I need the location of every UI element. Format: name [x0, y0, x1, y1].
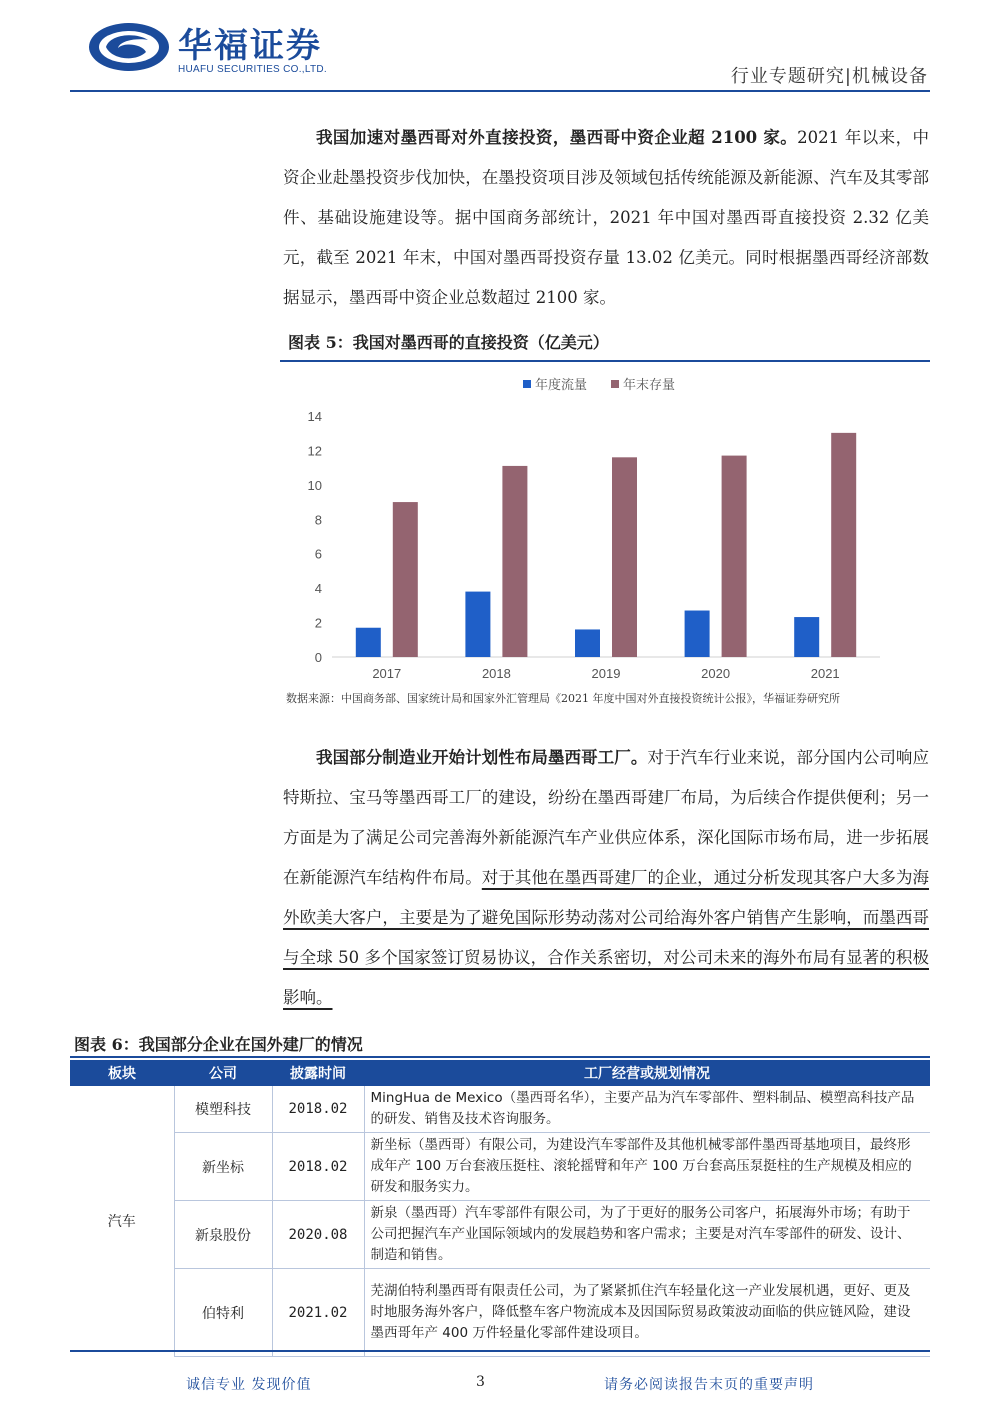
paragraph-lead: 我国加速对墨西哥对外直接投资，墨西哥中资企业超 2100 家。: [316, 128, 798, 147]
table-row: [70, 1201, 930, 1269]
y-tick-label: 12: [307, 443, 322, 459]
table-bottom-divider: [70, 1350, 930, 1352]
company-cell: 伯特利: [174, 1269, 272, 1357]
paragraph-factories: [283, 738, 929, 1018]
y-tick-label: 14: [307, 409, 322, 424]
figure-6-title: 图表 6：我国部分企业在国外建厂的情况: [74, 1035, 363, 1054]
x-tick-label: 2017: [372, 666, 402, 681]
legend-label: 年末存量: [623, 378, 676, 393]
bar-stock: [831, 433, 856, 657]
description-cell: 新坐标（墨西哥）有限公司，为建设汽车零部件及其他机械零部件墨西哥基地项目，最终形成年产 100 万台套液压挺柱、滚轮摇臂和年产 100 万台套高压泵挺柱的生产规模及相应的研发和服务实力。: [364, 1133, 930, 1201]
x-tick-label: 2021: [810, 666, 840, 681]
table-row: [70, 1133, 930, 1201]
logo-english-name: HUAFU SECURITIES CO.,LTD.: [178, 64, 327, 75]
footer-disclaimer: 请务必阅读报告末页的重要声明: [604, 1377, 814, 1393]
table-row: [70, 1086, 930, 1133]
page-number: 3: [476, 1374, 485, 1390]
y-tick-label: 4: [314, 581, 322, 597]
bar-stock: [722, 456, 747, 657]
x-tick-label: 2019: [591, 666, 621, 681]
bar-flow: [575, 629, 600, 657]
table-row: [70, 1269, 930, 1357]
paragraph-underlined: 对于其他在墨西哥建厂的企业，通过分析发现其客户大多为海外欧美大客户，主要是为了避免国际形势动荡对公司给海外客户销售产生影响，而墨西哥与全球 50 多个国家签订贸易协议，合作关系密切，对公司未来的海外布局有显著的积极影响。: [283, 868, 930, 1007]
description-cell: MingHua de Mexico（墨西哥名华），主要产品为汽车零部件、塑料制品、模塑高科技产品的研发、销售及技术咨询服务。: [364, 1086, 930, 1133]
header-divider: [70, 90, 930, 92]
y-tick-label: 2: [314, 615, 322, 631]
factories-table: [70, 1060, 930, 1357]
header-date: 披露时间: [272, 1060, 364, 1086]
bar-flow: [685, 611, 710, 657]
y-tick-label: 8: [314, 512, 322, 528]
legend-swatch: [523, 380, 531, 388]
bar-flow: [465, 592, 490, 657]
footer-slogan: 诚信专业 发现价值: [186, 1377, 312, 1393]
legend-swatch: [611, 380, 619, 388]
header-sector: 板块: [70, 1060, 174, 1086]
y-tick-label: 6: [314, 546, 322, 562]
x-tick-label: 2018: [481, 666, 511, 681]
date-cell: 2018.02: [272, 1133, 364, 1201]
paragraph-lead: 我国部分制造业开始计划性布局墨西哥工厂。: [316, 748, 648, 767]
figure-5-divider: [280, 360, 930, 362]
investment-bar-chart: [280, 366, 930, 686]
bar-flow: [794, 617, 819, 657]
header-description: 工厂经营或规划情况: [364, 1060, 930, 1086]
header-company: 公司: [174, 1060, 272, 1086]
paragraph-investment: [283, 118, 929, 318]
description-cell: 芜湖伯特利墨西哥有限责任公司，为了紧紧抓住汽车轻量化这一产业发展机遇，更好、更及时地服务海外客户，降低整车客户物流成本及因国际贸易政策波动面临的供应链风险，建设墨西哥年产 400 万件轻量化零部件建设项目。: [364, 1269, 930, 1357]
x-tick-label: 2020: [701, 666, 731, 681]
legend-label: 年度流量: [535, 378, 588, 393]
figure-5-title: 图表 5：我国对墨西哥的直接投资（亿美元）: [288, 333, 609, 352]
date-cell: 2021.02: [272, 1269, 364, 1357]
y-tick-label: 10: [307, 477, 322, 493]
bar-stock: [502, 466, 527, 657]
table-header-row: [70, 1060, 930, 1086]
logo-chinese-name: 华福证券: [178, 26, 322, 66]
y-tick-label: 0: [314, 650, 322, 665]
report-section-label: 行业专题研究|机械设备: [730, 66, 928, 87]
sector-cell: 汽车: [70, 1086, 174, 1357]
company-logo-icon: [88, 22, 170, 72]
date-cell: 2018.02: [272, 1086, 364, 1133]
figure-5-source: 数据来源：中国商务部、国家统计局和国家外汇管理局《2021 年度中国对外直接投资统计公报》，华福证券研究所: [286, 692, 840, 705]
description-cell: 新泉（墨西哥）汽车零部件有限公司，为了于更好的服务公司客户，拓展海外市场；有助于公司把握汽车产业国际领域内的发展趋势和客户需求；主要是对汽车零部件的研发、设计、制造和销售。: [364, 1201, 930, 1269]
paragraph-body: 2021 年以来，中资企业赴墨投资步伐加快，在墨投资项目涉及领域包括传统能源及新能源、汽车及其零部件、基础设施建设等。据中国商务部统计，2021 年中国对墨西哥直接投资 2.32 亿美元，截至 2021 年末，中国对墨西哥投资存量 13.02 亿美元。同时根据墨西哥经济部数据显示，墨西哥中资企业总数超过 2100 家。: [283, 128, 929, 307]
company-cell: 新坐标: [174, 1133, 272, 1201]
figure-6-divider: [70, 1056, 930, 1058]
bar-stock: [612, 457, 637, 657]
bar-flow: [356, 628, 381, 657]
date-cell: 2020.08: [272, 1201, 364, 1269]
company-cell: 模塑科技: [174, 1086, 272, 1133]
paragraph-body: 对于汽车行业来说，部分国内公司响应特斯拉、宝马等墨西哥工厂的建设，纷纷在墨西哥建厂布局，为后续合作提供便利；另一方面是为了满足公司完善海外新能源汽车产业供应体系，深化国际市场布局，进一步拓展在新能源汽车结构件布局。: [283, 748, 930, 887]
company-cell: 新泉股份: [174, 1201, 272, 1269]
bar-stock: [393, 502, 418, 657]
